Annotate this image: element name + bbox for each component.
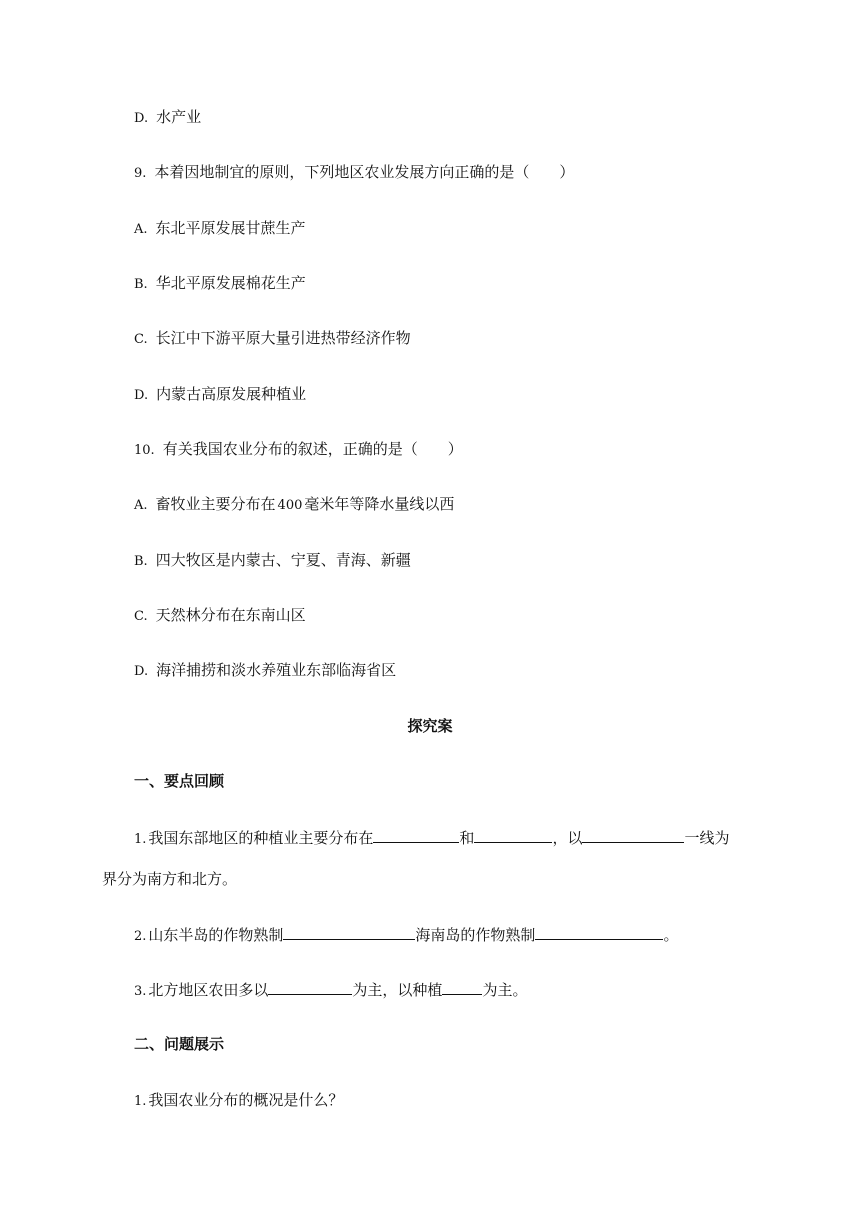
question-number: 10. — [134, 443, 155, 458]
item-text: 一线为 — [684, 829, 730, 847]
option-letter: C. — [134, 609, 148, 624]
item-number: 3. — [134, 984, 147, 999]
item-text: 界分为南方和北方。 — [102, 870, 238, 888]
item-text: 和 — [459, 829, 475, 847]
option-text: 天然林分布在东南山区 — [155, 606, 306, 624]
option-text: 四大牧区是内蒙古、宁夏、青海、新疆 — [155, 551, 411, 569]
review-item-1 — [134, 827, 729, 850]
option-letter: A. — [134, 222, 148, 237]
q10-option-b — [134, 550, 411, 572]
question-stem: 有关我国农业分布的叙述，正确的是（ — [162, 440, 418, 458]
option-text: 海洋捕捞和淡水养殖业东部临海省区 — [156, 661, 397, 679]
answer-blank[interactable] — [283, 924, 415, 940]
option-text: 东北平原发展甘蔗生产 — [155, 219, 306, 237]
q9-option-d — [134, 384, 306, 406]
option-letter: A. — [134, 498, 148, 513]
q9-option-b — [134, 273, 306, 295]
option-text: 华北平原发展棉花生产 — [155, 274, 306, 292]
option-letter: B. — [134, 554, 148, 569]
item-text: 我国农业分布的概况是什么？ — [148, 1091, 344, 1109]
option-letter: D. — [134, 664, 149, 679]
answer-blank[interactable] — [268, 979, 352, 995]
q10-option-a — [134, 494, 454, 516]
answer-blank[interactable] — [474, 827, 552, 843]
item-text: 山东半岛的作物熟制 — [148, 926, 284, 944]
item-text: 。 — [663, 926, 679, 944]
option-letter: D. — [134, 111, 149, 126]
answer-blank[interactable] — [442, 979, 482, 995]
answer-blank[interactable] — [373, 827, 459, 843]
problem-item-1 — [134, 1090, 343, 1112]
question-10 — [134, 439, 463, 461]
item-number: 1. — [134, 832, 147, 847]
item-text: 我国东部地区的种植业主要分布在 — [148, 829, 374, 847]
option-text-after: 毫米年等降水量线以西 — [304, 495, 455, 513]
item-text: ，以 — [552, 829, 583, 847]
section-title: 探究案 — [407, 717, 453, 735]
q9-option-c — [134, 328, 411, 350]
q10-option-c — [134, 605, 306, 627]
option-text: 内蒙古高原发展种植业 — [156, 385, 307, 403]
q8-option-d — [134, 107, 201, 129]
question-stem: 本着因地制宜的原则，下列地区农业发展方向正确的是（ — [154, 163, 530, 181]
option-letter: D. — [134, 388, 149, 403]
item-text: 北方地区农田多以 — [148, 981, 269, 999]
question-close-paren: ） — [447, 440, 463, 458]
review-item-3 — [134, 979, 527, 1002]
option-text: 水产业 — [156, 108, 202, 126]
question-close-paren: ） — [559, 163, 575, 181]
answer-blank[interactable] — [535, 924, 663, 940]
question-9 — [134, 162, 574, 184]
item-text: 为主，以种植 — [352, 981, 443, 999]
option-letter: C. — [134, 332, 148, 347]
part1-heading: 一、要点回顾 — [134, 772, 225, 790]
option-number: 400 — [277, 498, 303, 513]
item-text: 为主。 — [482, 981, 528, 999]
item-text: 海南岛的作物熟制 — [415, 926, 536, 944]
question-number: 9. — [134, 166, 147, 181]
item-number: 1. — [134, 1094, 147, 1109]
option-text-before: 畜牧业主要分布在 — [155, 495, 276, 513]
q10-option-d — [134, 660, 396, 682]
review-item-2 — [134, 924, 678, 947]
review-item-1-continued — [102, 869, 237, 889]
q9-option-a — [134, 218, 306, 240]
option-text: 长江中下游平原大量引进热带经济作物 — [155, 329, 411, 347]
answer-blank[interactable] — [582, 827, 684, 843]
item-number: 2. — [134, 929, 147, 944]
option-letter: B. — [134, 277, 148, 292]
part2-heading: 二、问题展示 — [134, 1035, 225, 1053]
